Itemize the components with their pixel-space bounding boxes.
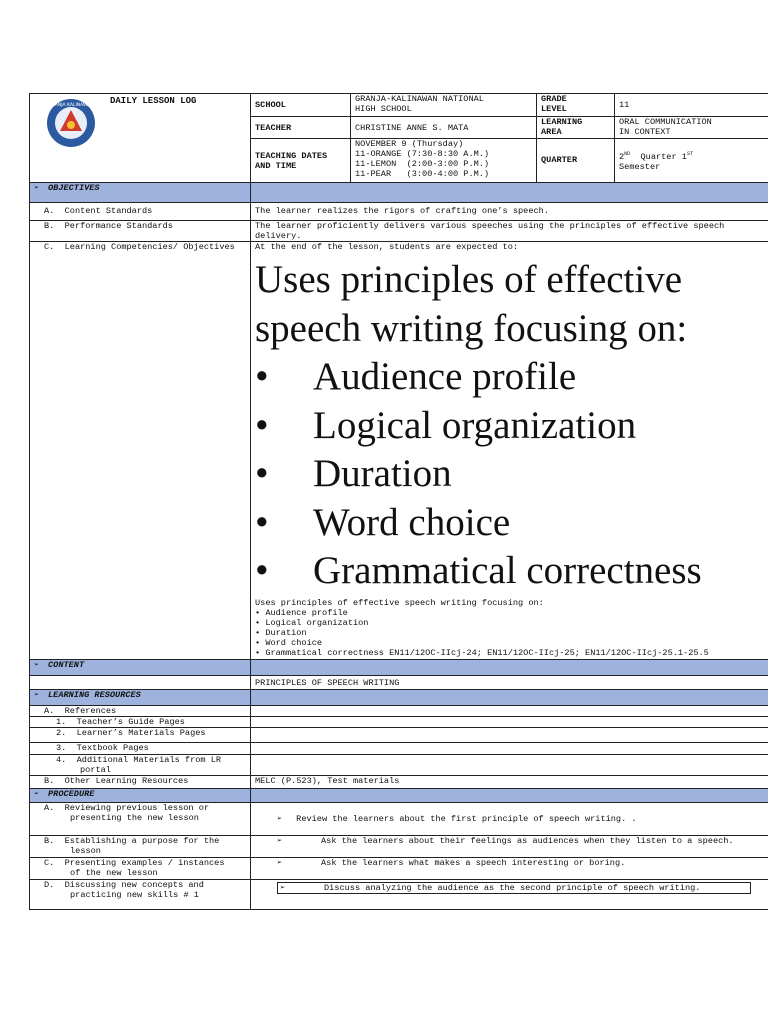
small-list-item: • Grammatical correctness EN11/12OC-IIcj-24; EN11/12OC-IIcj-25; EN11/12OC-IIcj-25.1-25.5 — [255, 647, 709, 658]
small-list-item: • Audience profile — [255, 607, 348, 618]
procedure-b-text: Ask the learners about their feelings as audiences when they listen to a speech. — [321, 836, 734, 846]
bullet-icon: • — [255, 452, 269, 495]
additional-materials-line-2: portal — [80, 765, 111, 775]
procedure-b-label — [30, 836, 251, 858]
procedure-c-label-line-1: C. Presenting examples / instances — [44, 858, 225, 868]
big-bullet-text: Logical organization — [313, 403, 637, 447]
school-seal-icon — [46, 98, 96, 148]
dates-value — [351, 139, 537, 183]
school-label: SCHOOL — [251, 94, 351, 117]
big-bullet-text: Duration — [313, 452, 452, 495]
area-label-line-2: AREA — [541, 127, 562, 137]
content-standards-value: The learner realizes the rigors of crafting one’s speech. — [251, 203, 768, 221]
date-line: NOVEMBER 9 (Thursday) — [355, 139, 464, 149]
resources-band — [30, 690, 251, 706]
big-heading: Uses principles of effective speech writing focusing on: — [255, 258, 688, 350]
arrow-bullet-icon: ➢ — [277, 836, 283, 846]
procedure-band — [30, 789, 251, 803]
procedure-b-value — [251, 836, 768, 858]
procedure-a-label-line-1: A. Reviewing previous lesson or — [44, 803, 210, 813]
area-label-line-1: LEARNING — [541, 117, 583, 127]
procedure-a-label — [30, 803, 251, 836]
grade-label-line-2: LEVEL — [541, 104, 567, 114]
school-value-line-2: HIGH SCHOOL — [355, 104, 412, 114]
school-value — [351, 94, 537, 117]
bullet-icon: • — [255, 403, 269, 447]
grade-value: 11 — [615, 94, 768, 117]
small-heading: Uses principles of effective speech writing focusing on: — [255, 597, 544, 608]
competencies-intro: At the end of the lesson, students are expected to: — [255, 242, 519, 252]
other-resources-label: B. Other Learning Resources — [30, 776, 251, 789]
quarter-sup: ND — [624, 151, 631, 157]
content-band-label: CONTENT — [48, 660, 85, 670]
quarter-sup-2: ST — [686, 151, 693, 157]
additional-materials-label — [30, 755, 251, 776]
arrow-bullet-icon: ➢ — [277, 814, 283, 824]
teachers-guide-value — [251, 717, 768, 728]
header-logo-cell — [30, 94, 251, 183]
dates-label-line-1: TEACHING DATES — [255, 151, 328, 161]
learners-materials-value — [251, 728, 768, 743]
arrow-bullet-icon: ➢ — [34, 690, 40, 700]
procedure-a-label-line-2: presenting the new lesson — [70, 813, 199, 823]
resources-band-fill — [251, 690, 768, 706]
semester: Semester — [619, 161, 661, 172]
area-value-line-1: ORAL COMMUNICATION — [619, 117, 712, 127]
arrow-bullet-icon: ➢ — [277, 858, 283, 868]
grade-label — [537, 94, 615, 117]
grade-label-line-1: GRADE — [541, 94, 567, 104]
procedure-b-label-line-2: lesson — [70, 846, 101, 856]
seal-ring-text: GRANJA KALINAWAN — [48, 103, 94, 108]
schedule-line: 11-ORANGE (7:30-8:30 A.M.) — [355, 149, 490, 159]
big-bullet-item — [255, 547, 764, 596]
performance-standards-label: B. Performance Standards — [30, 221, 251, 242]
procedure-c-label — [30, 858, 251, 880]
resources-band-label: LEARNING RESOURCES — [48, 690, 141, 700]
objectives-band-label: OBJECTIVES — [48, 183, 100, 193]
arrow-bullet-icon: ➢ — [34, 660, 40, 670]
arrow-bullet-icon: ➢ — [34, 789, 40, 799]
performance-standards-value: The learner proficiently delivers various speeches using the principles of effective speech delivery. — [251, 221, 768, 242]
procedure-d-text: Discuss analyzing the audience as the second principle of speech writing. — [324, 883, 701, 893]
quarter-label: QUARTER — [537, 139, 615, 183]
arrow-bullet-icon: ➢ — [34, 183, 40, 193]
small-list-item: • Logical organization — [255, 617, 369, 628]
big-bullet-item — [255, 402, 764, 451]
procedure-c-label-line-2: of the new lesson — [70, 868, 158, 878]
small-list-item: • Word choice — [255, 637, 323, 648]
additional-materials-value — [251, 755, 768, 776]
big-bullet-text: Grammatical correctness — [313, 549, 702, 592]
schedule-line: 11-PEAR (3:00-4:00 P.M.) — [355, 169, 490, 179]
competencies-value — [251, 242, 768, 660]
quarter-number: 2 — [619, 151, 625, 162]
procedure-d-box — [277, 882, 751, 894]
area-label — [537, 117, 615, 139]
procedure-c-value — [251, 858, 768, 880]
learners-materials-label: 2. Learner’s Materials Pages — [30, 728, 251, 743]
procedure-a-value — [251, 803, 768, 836]
big-bullet-text: Word choice — [313, 500, 511, 544]
procedure-d-value — [251, 880, 768, 910]
procedure-b-label-line-1: B. Establishing a purpose for the — [44, 836, 220, 846]
big-bullet-text: Audience profile — [313, 355, 577, 398]
teachers-guide-label: 1. Teacher’s Guide Pages — [30, 717, 251, 728]
area-value — [615, 117, 768, 139]
bullet-icon: • — [255, 549, 269, 592]
references-label: A. References — [30, 706, 251, 717]
arrow-bullet-icon: ➢ — [280, 883, 286, 893]
procedure-c-text: Ask the learners what makes a speech interesting or boring. — [321, 858, 626, 868]
competencies-label: C. Learning Competencies/ Objectives — [30, 242, 251, 660]
doc-title: DAILY LESSON LOG — [110, 96, 197, 106]
area-value-line-2: IN CONTEXT — [619, 127, 671, 137]
small-objectives-list — [255, 598, 764, 658]
procedure-d-label — [30, 880, 251, 910]
textbook-pages-value — [251, 743, 768, 755]
quarter-value — [615, 139, 768, 183]
daily-lesson-log — [29, 93, 768, 910]
dates-label-line-2: AND TIME — [255, 161, 297, 171]
objectives-band-fill — [251, 183, 768, 203]
quarter-word: Quarter 1 — [640, 151, 687, 162]
teacher-value: CHRISTINE ANNE S. MATA — [351, 117, 537, 139]
schedule-line: 11-LEMON (2:00-3:00 P.M.) — [355, 159, 490, 169]
objectives-band — [30, 183, 251, 203]
teacher-label: TEACHER — [251, 117, 351, 139]
bullet-icon: • — [255, 500, 269, 544]
content-standards-label: A. Content Standards — [30, 203, 251, 221]
dates-label — [251, 139, 351, 183]
big-bullet-item — [255, 499, 764, 548]
bullet-icon: • — [255, 355, 269, 398]
content-label-empty — [30, 676, 251, 690]
textbook-pages-label: 3. Textbook Pages — [30, 743, 251, 755]
content-band-fill — [251, 660, 768, 676]
procedure-band-label: PROCEDURE — [48, 789, 95, 799]
procedure-d-label-line-2: practicing new skills # 1 — [70, 890, 199, 900]
procedure-band-fill — [251, 789, 768, 803]
other-resources-value: MELC (P.523), Test materials — [251, 776, 768, 789]
procedure-a-text: Review the learners about the first principle of speech writing. . — [296, 814, 637, 824]
additional-materials-line-1: 4. Additional Materials from LR — [56, 755, 222, 765]
small-list-item: • Duration — [255, 627, 307, 638]
references-value — [251, 706, 768, 717]
procedure-d-label-line-1: D. Discussing new concepts and — [44, 880, 204, 890]
content-band — [30, 660, 251, 676]
content-value: PRINCIPLES OF SPEECH WRITING — [251, 676, 768, 690]
school-value-line-1: GRANJA-KALINAWAN NATIONAL — [355, 94, 484, 104]
big-bullet-item — [255, 450, 764, 499]
lesson-log-table — [29, 93, 768, 910]
big-bullet-item — [255, 353, 764, 402]
